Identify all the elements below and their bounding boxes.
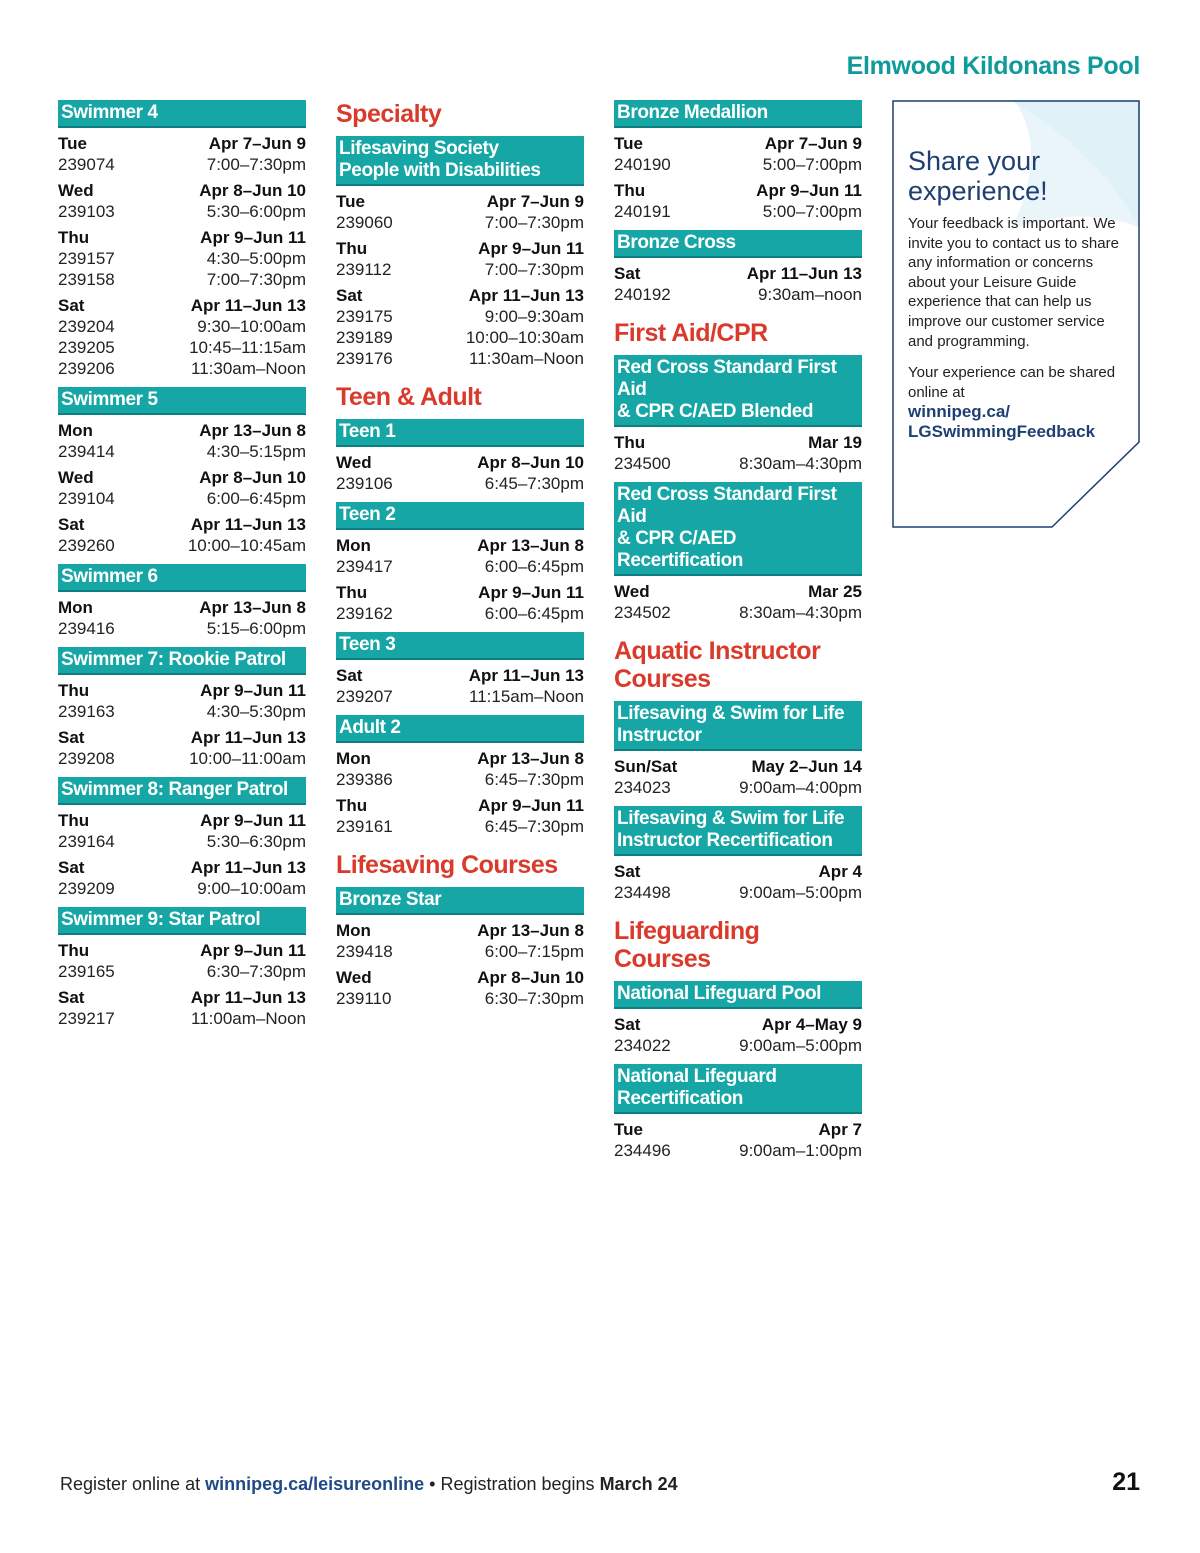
session-block bbox=[614, 756, 862, 798]
session-row bbox=[336, 473, 584, 494]
session-time: 8:30am–4:30pm bbox=[739, 603, 862, 622]
session-header-row bbox=[336, 665, 584, 686]
session-header-row bbox=[336, 191, 584, 212]
session-row bbox=[58, 618, 306, 639]
session-date-range: Apr 9–Jun 11 bbox=[756, 181, 862, 200]
session-row bbox=[336, 212, 584, 233]
session-block bbox=[614, 432, 862, 474]
session-time: 10:45–11:15am bbox=[189, 338, 306, 357]
session-day: Sun/Sat bbox=[614, 757, 678, 776]
section-heading-first-aid-cpr: First Aid/CPR bbox=[614, 319, 768, 347]
session-time: 6:45–7:30pm bbox=[484, 474, 584, 493]
session-row bbox=[614, 882, 862, 903]
course-code[interactable]: 239208 bbox=[58, 749, 115, 768]
session-time: 6:00–6:45pm bbox=[206, 489, 306, 508]
session-date-range: Apr 11–Jun 13 bbox=[468, 286, 584, 305]
session-row bbox=[336, 556, 584, 577]
course-code[interactable]: 239158 bbox=[58, 270, 115, 289]
session-time: 6:45–7:30pm bbox=[484, 817, 584, 836]
session-block bbox=[58, 680, 306, 722]
session-row bbox=[614, 1035, 862, 1056]
session-row bbox=[336, 259, 584, 280]
class-heading-teen-3: Teen 3 bbox=[336, 632, 584, 660]
session-row bbox=[336, 327, 584, 348]
class-heading-lifesaving-society-people-with-disabilities: Lifesaving Society People with Disabilities bbox=[336, 136, 584, 186]
session-day: Sat bbox=[614, 1015, 641, 1034]
section-heading-lifeguarding-courses: Lifeguarding Courses bbox=[614, 917, 760, 973]
session-block bbox=[614, 1119, 862, 1161]
session-date-range: Apr 13–Jun 8 bbox=[199, 598, 306, 617]
session-header-row bbox=[614, 861, 862, 882]
course-code[interactable]: 239176 bbox=[336, 349, 393, 368]
course-code[interactable]: 239164 bbox=[58, 832, 115, 851]
session-date-range: Apr 11–Jun 13 bbox=[190, 858, 306, 877]
class-heading-lifesaving-swim-for-life-instructor: Lifesaving & Swim for Life Instructor bbox=[614, 701, 862, 751]
session-block bbox=[58, 987, 306, 1029]
session-date-range: Apr 13–Jun 8 bbox=[477, 749, 584, 768]
course-code[interactable]: 234023 bbox=[614, 778, 671, 797]
session-block bbox=[336, 795, 584, 837]
session-time: 5:15–6:00pm bbox=[206, 619, 306, 638]
course-code[interactable]: 234502 bbox=[614, 603, 671, 622]
session-time: 6:00–7:15pm bbox=[484, 942, 584, 961]
session-date-range: Mar 19 bbox=[808, 433, 862, 452]
session-row bbox=[58, 441, 306, 462]
session-time: 7:00–7:30pm bbox=[206, 270, 306, 289]
session-header-row bbox=[614, 432, 862, 453]
class-heading-swimmer-6: Swimmer 6 bbox=[58, 564, 306, 592]
session-day: Wed bbox=[336, 968, 372, 987]
session-time: 9:00am–1:00pm bbox=[739, 1141, 862, 1160]
session-time: 5:00–7:00pm bbox=[762, 155, 862, 174]
session-header-row bbox=[336, 920, 584, 941]
session-time: 11:30am–Noon bbox=[191, 359, 306, 378]
session-time: 9:00–10:00am bbox=[197, 879, 306, 898]
session-header-row bbox=[614, 1119, 862, 1140]
session-date-range: Apr 11–Jun 13 bbox=[746, 264, 862, 283]
session-day: Tue bbox=[336, 192, 365, 211]
class-heading-adult-2: Adult 2 bbox=[336, 715, 584, 743]
course-code[interactable]: 234022 bbox=[614, 1036, 671, 1055]
session-time: 9:00–9:30am bbox=[484, 307, 584, 326]
course-code[interactable]: 239112 bbox=[336, 260, 392, 279]
session-day: Wed bbox=[336, 453, 372, 472]
session-day: Thu bbox=[58, 228, 90, 247]
session-block bbox=[336, 920, 584, 962]
session-row bbox=[614, 453, 862, 474]
session-block bbox=[614, 263, 862, 305]
session-date-range: Apr 9–Jun 11 bbox=[200, 811, 306, 830]
session-date-range: Apr 9–Jun 11 bbox=[200, 228, 306, 247]
session-time: 9:30am–noon bbox=[758, 285, 862, 304]
session-header-row bbox=[58, 514, 306, 535]
feedback-link[interactable]: winnipeg.ca/ LGSwimmingFeedback bbox=[908, 402, 1096, 442]
session-day: Thu bbox=[58, 681, 90, 700]
session-row bbox=[336, 988, 584, 1009]
session-header-row bbox=[336, 238, 584, 259]
session-day: Thu bbox=[58, 811, 90, 830]
session-row bbox=[336, 769, 584, 790]
session-block bbox=[614, 1014, 862, 1056]
session-date-range: Apr 9–Jun 11 bbox=[200, 681, 306, 700]
course-code[interactable]: 240191 bbox=[614, 202, 671, 221]
session-block bbox=[58, 295, 306, 379]
session-header-row bbox=[58, 857, 306, 878]
schedule-column-3 bbox=[614, 100, 862, 1161]
session-day: Sat bbox=[614, 264, 641, 283]
class-heading-swimmer-4: Swimmer 4 bbox=[58, 100, 306, 128]
course-code[interactable]: 239060 bbox=[336, 213, 393, 232]
session-time: 9:00am–5:00pm bbox=[739, 1036, 862, 1055]
session-day: Thu bbox=[336, 239, 368, 258]
session-header-row bbox=[336, 582, 584, 603]
class-heading-red-cross-standard-first-aid-cpr-c-aed-blended: Red Cross Standard First Aid & CPR C/AED Blended bbox=[614, 355, 862, 427]
session-block bbox=[336, 191, 584, 233]
session-block bbox=[336, 285, 584, 369]
session-header-row bbox=[336, 795, 584, 816]
session-row bbox=[58, 201, 306, 222]
class-heading-bronze-medallion: Bronze Medallion bbox=[614, 100, 862, 128]
session-header-row bbox=[58, 727, 306, 748]
session-day: Mon bbox=[58, 598, 93, 617]
session-time: 5:00–7:00pm bbox=[762, 202, 862, 221]
session-date-range: Apr 13–Jun 8 bbox=[477, 536, 584, 555]
session-header-row bbox=[58, 987, 306, 1008]
section-heading-lifesaving-courses: Lifesaving Courses bbox=[336, 851, 558, 879]
class-heading-teen-2: Teen 2 bbox=[336, 502, 584, 530]
session-block bbox=[58, 467, 306, 509]
session-row bbox=[336, 941, 584, 962]
session-block bbox=[58, 857, 306, 899]
session-block bbox=[58, 420, 306, 462]
footer-middle: • Registration begins bbox=[424, 1474, 600, 1494]
session-time: 4:30–5:30pm bbox=[206, 702, 306, 721]
course-code[interactable]: 239074 bbox=[58, 155, 115, 174]
class-heading-red-cross-standard-first-aid-cpr-c-aed-recertification: Red Cross Standard First Aid & CPR C/AED Recertification bbox=[614, 482, 862, 576]
class-heading-national-lifeguard-recertification: National Lifeguard Recertification bbox=[614, 1064, 862, 1114]
session-block bbox=[614, 133, 862, 175]
session-date-range: Apr 11–Jun 13 bbox=[190, 296, 306, 315]
course-code[interactable]: 239206 bbox=[58, 359, 115, 378]
session-day: Thu bbox=[614, 181, 646, 200]
session-header-row bbox=[58, 680, 306, 701]
session-header-row bbox=[614, 756, 862, 777]
session-time: 5:30–6:00pm bbox=[206, 202, 306, 221]
session-time: 5:30–6:30pm bbox=[206, 832, 306, 851]
course-code[interactable]: 239207 bbox=[336, 687, 393, 706]
session-date-range: Apr 9–Jun 11 bbox=[478, 796, 584, 815]
session-header-row bbox=[58, 295, 306, 316]
schedule-column-2 bbox=[336, 100, 584, 1009]
footer-prefix: Register online at bbox=[60, 1474, 206, 1494]
session-row bbox=[336, 816, 584, 837]
session-row bbox=[58, 831, 306, 852]
session-day: Wed bbox=[58, 468, 94, 487]
session-block bbox=[58, 597, 306, 639]
page-number: 21 bbox=[1112, 1468, 1140, 1496]
session-block bbox=[336, 535, 584, 577]
session-date-range: Apr 4 bbox=[818, 862, 862, 881]
session-header-row bbox=[58, 420, 306, 441]
session-header-row bbox=[614, 581, 862, 602]
session-time: 11:30am–Noon bbox=[469, 349, 584, 368]
session-date-range: Apr 9–Jun 11 bbox=[200, 941, 306, 960]
session-block bbox=[614, 180, 862, 222]
session-block bbox=[336, 967, 584, 1009]
session-date-range: Apr 11–Jun 13 bbox=[190, 988, 306, 1007]
course-code[interactable]: 234496 bbox=[614, 1141, 671, 1160]
session-date-range: Apr 7–Jun 9 bbox=[486, 192, 584, 211]
session-header-row bbox=[336, 452, 584, 473]
session-time: 6:00–6:45pm bbox=[484, 604, 584, 623]
session-row bbox=[58, 1008, 306, 1029]
course-code[interactable]: 239260 bbox=[58, 536, 115, 555]
session-block bbox=[336, 238, 584, 280]
course-code[interactable]: 240192 bbox=[614, 285, 671, 304]
session-time: 7:00–7:30pm bbox=[484, 213, 584, 232]
session-header-row bbox=[58, 940, 306, 961]
session-row bbox=[614, 201, 862, 222]
session-day: Wed bbox=[58, 181, 94, 200]
session-block bbox=[614, 861, 862, 903]
session-date-range: Apr 13–Jun 8 bbox=[477, 921, 584, 940]
class-heading-swimmer-8-ranger-patrol: Swimmer 8: Ranger Patrol bbox=[58, 777, 306, 805]
session-row bbox=[58, 488, 306, 509]
session-row bbox=[58, 154, 306, 175]
registration-date: March 24 bbox=[599, 1474, 678, 1494]
section-heading-teen-adult: Teen & Adult bbox=[336, 383, 482, 411]
session-block bbox=[58, 227, 306, 290]
session-day: Mon bbox=[58, 421, 93, 440]
session-row bbox=[336, 348, 584, 369]
course-code[interactable]: 239161 bbox=[336, 817, 393, 836]
session-header-row bbox=[614, 1014, 862, 1035]
session-day: Tue bbox=[614, 134, 643, 153]
session-block bbox=[336, 582, 584, 624]
session-block bbox=[58, 940, 306, 982]
session-day: Sat bbox=[58, 515, 85, 534]
session-row bbox=[58, 535, 306, 556]
course-code[interactable]: 239104 bbox=[58, 489, 115, 508]
session-header-row bbox=[336, 748, 584, 769]
class-heading-bronze-star: Bronze Star bbox=[336, 887, 584, 915]
session-row bbox=[614, 777, 862, 798]
session-date-range: Apr 8–Jun 10 bbox=[477, 968, 584, 987]
session-day: Thu bbox=[58, 941, 90, 960]
session-time: 10:00–11:00am bbox=[189, 749, 306, 768]
session-day: Thu bbox=[614, 433, 646, 452]
session-time: 6:45–7:30pm bbox=[484, 770, 584, 789]
session-header-row bbox=[58, 467, 306, 488]
course-code[interactable]: 239165 bbox=[58, 962, 115, 981]
session-date-range: Apr 4–May 9 bbox=[761, 1015, 862, 1034]
session-time: 10:00–10:30am bbox=[465, 328, 584, 347]
section-heading-aquatic-instructor-courses: Aquatic Instructor Courses bbox=[614, 637, 821, 693]
session-day: Sat bbox=[58, 296, 85, 315]
session-block bbox=[614, 581, 862, 623]
session-time: 4:30–5:15pm bbox=[206, 442, 306, 461]
course-code[interactable]: 239157 bbox=[58, 249, 115, 268]
session-row bbox=[58, 748, 306, 769]
session-day: Sat bbox=[58, 858, 85, 877]
session-row bbox=[58, 269, 306, 290]
course-code[interactable]: 239417 bbox=[336, 557, 393, 576]
session-date-range: Apr 7–Jun 9 bbox=[208, 134, 306, 153]
session-date-range: Apr 13–Jun 8 bbox=[199, 421, 306, 440]
course-code[interactable]: 234498 bbox=[614, 883, 671, 902]
course-code[interactable]: 239204 bbox=[58, 317, 115, 336]
session-block bbox=[336, 748, 584, 790]
class-heading-swimmer-9-star-patrol: Swimmer 9: Star Patrol bbox=[58, 907, 306, 935]
class-heading-swimmer-7-rookie-patrol: Swimmer 7: Rookie Patrol bbox=[58, 647, 306, 675]
session-day: Tue bbox=[58, 134, 87, 153]
session-block bbox=[336, 665, 584, 707]
course-code[interactable]: 239386 bbox=[336, 770, 393, 789]
course-code[interactable]: 239205 bbox=[58, 338, 115, 357]
section-heading-specialty: Specialty bbox=[336, 100, 442, 128]
session-block bbox=[58, 180, 306, 222]
session-row bbox=[614, 154, 862, 175]
session-time: 8:30am–4:30pm bbox=[739, 454, 862, 473]
session-date-range: Apr 8–Jun 10 bbox=[477, 453, 584, 472]
session-day: Mon bbox=[336, 749, 371, 768]
session-date-range: Apr 7 bbox=[818, 1120, 862, 1139]
session-row bbox=[58, 961, 306, 982]
course-code[interactable]: 239103 bbox=[58, 202, 115, 221]
session-row bbox=[58, 358, 306, 379]
session-time: 7:00–7:30pm bbox=[206, 155, 306, 174]
session-row bbox=[614, 284, 862, 305]
session-day: Mon bbox=[336, 921, 371, 940]
session-day: Sat bbox=[336, 666, 363, 685]
session-header-row bbox=[336, 967, 584, 988]
session-date-range: Apr 9–Jun 11 bbox=[478, 239, 584, 258]
session-time: 6:30–7:30pm bbox=[484, 989, 584, 1008]
session-block bbox=[58, 727, 306, 769]
course-code[interactable]: 239418 bbox=[336, 942, 393, 961]
session-day: Tue bbox=[614, 1120, 643, 1139]
session-header-row bbox=[58, 597, 306, 618]
session-day: Sat bbox=[58, 988, 85, 1007]
course-code[interactable]: 239217 bbox=[58, 1009, 115, 1028]
course-code[interactable]: 239416 bbox=[58, 619, 115, 638]
session-date-range: Apr 9–Jun 11 bbox=[478, 583, 584, 602]
page-title: Elmwood Kildonans Pool bbox=[846, 52, 1140, 80]
course-code[interactable]: 239162 bbox=[336, 604, 393, 623]
session-day: Thu bbox=[336, 796, 368, 815]
session-day: Sat bbox=[58, 728, 85, 747]
session-time: 9:00am–4:00pm bbox=[739, 778, 862, 797]
feedback-title: Share your experience! bbox=[908, 146, 1048, 206]
feedback-box bbox=[892, 100, 1140, 528]
session-header-row bbox=[58, 133, 306, 154]
session-row bbox=[58, 316, 306, 337]
session-header-row bbox=[58, 180, 306, 201]
course-code[interactable]: 239106 bbox=[336, 474, 393, 493]
session-day: Thu bbox=[336, 583, 368, 602]
session-time: 9:00am–5:00pm bbox=[739, 883, 862, 902]
session-row bbox=[614, 1140, 862, 1161]
session-day: Sat bbox=[336, 286, 363, 305]
session-header-row bbox=[336, 535, 584, 556]
session-date-range: Apr 11–Jun 13 bbox=[468, 666, 584, 685]
session-block bbox=[336, 452, 584, 494]
course-code[interactable]: 239189 bbox=[336, 328, 393, 347]
session-time: 11:15am–Noon bbox=[469, 687, 584, 706]
session-row bbox=[58, 878, 306, 899]
session-block bbox=[58, 514, 306, 556]
course-code[interactable]: 239110 bbox=[336, 989, 392, 1008]
session-header-row bbox=[58, 227, 306, 248]
register-link[interactable]: winnipeg.ca/leisureonline bbox=[205, 1474, 425, 1494]
session-day: Mon bbox=[336, 536, 371, 555]
session-row bbox=[58, 701, 306, 722]
course-code[interactable]: 239209 bbox=[58, 879, 115, 898]
session-row bbox=[58, 337, 306, 358]
session-row bbox=[336, 686, 584, 707]
session-row bbox=[336, 306, 584, 327]
session-block bbox=[58, 133, 306, 175]
class-heading-bronze-cross: Bronze Cross bbox=[614, 230, 862, 258]
course-code[interactable]: 239163 bbox=[58, 702, 115, 721]
session-time: 7:00–7:30pm bbox=[484, 260, 584, 279]
session-day: Wed bbox=[614, 582, 650, 601]
footer bbox=[60, 1474, 678, 1495]
session-header-row bbox=[58, 810, 306, 831]
schedule-column-1 bbox=[58, 100, 306, 1029]
session-date-range: Apr 8–Jun 10 bbox=[199, 468, 306, 487]
session-time: 4:30–5:00pm bbox=[206, 249, 306, 268]
session-time: 11:00am–Noon bbox=[191, 1009, 306, 1028]
session-time: 6:30–7:30pm bbox=[206, 962, 306, 981]
class-heading-lifesaving-swim-for-life-instructor-recertification: Lifesaving & Swim for Life Instructor Recertification bbox=[614, 806, 862, 856]
course-code[interactable]: 239414 bbox=[58, 442, 115, 461]
session-date-range: Apr 11–Jun 13 bbox=[190, 728, 306, 747]
class-heading-swimmer-5: Swimmer 5 bbox=[58, 387, 306, 415]
session-date-range: Apr 8–Jun 10 bbox=[199, 181, 306, 200]
session-time: 9:30–10:00am bbox=[197, 317, 306, 336]
session-date-range: Apr 11–Jun 13 bbox=[190, 515, 306, 534]
course-code[interactable]: 240190 bbox=[614, 155, 671, 174]
course-code[interactable]: 234500 bbox=[614, 454, 671, 473]
feedback-text: Your feedback is important. We invite you to contact us to share any information or concerns about your Leisure Guide experience that can help us improve our customer service and programming. bbox=[908, 215, 1119, 350]
session-header-row bbox=[614, 133, 862, 154]
session-date-range: May 2–Jun 14 bbox=[751, 757, 862, 776]
class-heading-national-lifeguard-pool: National Lifeguard Pool bbox=[614, 981, 862, 1009]
session-row bbox=[614, 602, 862, 623]
session-day: Sat bbox=[614, 862, 641, 881]
session-row bbox=[336, 603, 584, 624]
session-date-range: Mar 25 bbox=[808, 582, 862, 601]
session-header-row bbox=[336, 285, 584, 306]
session-time: 6:00–6:45pm bbox=[484, 557, 584, 576]
course-code[interactable]: 239175 bbox=[336, 307, 393, 326]
session-row bbox=[58, 248, 306, 269]
class-heading-teen-1: Teen 1 bbox=[336, 419, 584, 447]
feedback-text-online: Your experience can be shared online at bbox=[908, 364, 1116, 401]
session-time: 10:00–10:45am bbox=[187, 536, 306, 555]
session-block bbox=[58, 810, 306, 852]
session-header-row bbox=[614, 180, 862, 201]
session-header-row bbox=[614, 263, 862, 284]
session-date-range: Apr 7–Jun 9 bbox=[764, 134, 862, 153]
